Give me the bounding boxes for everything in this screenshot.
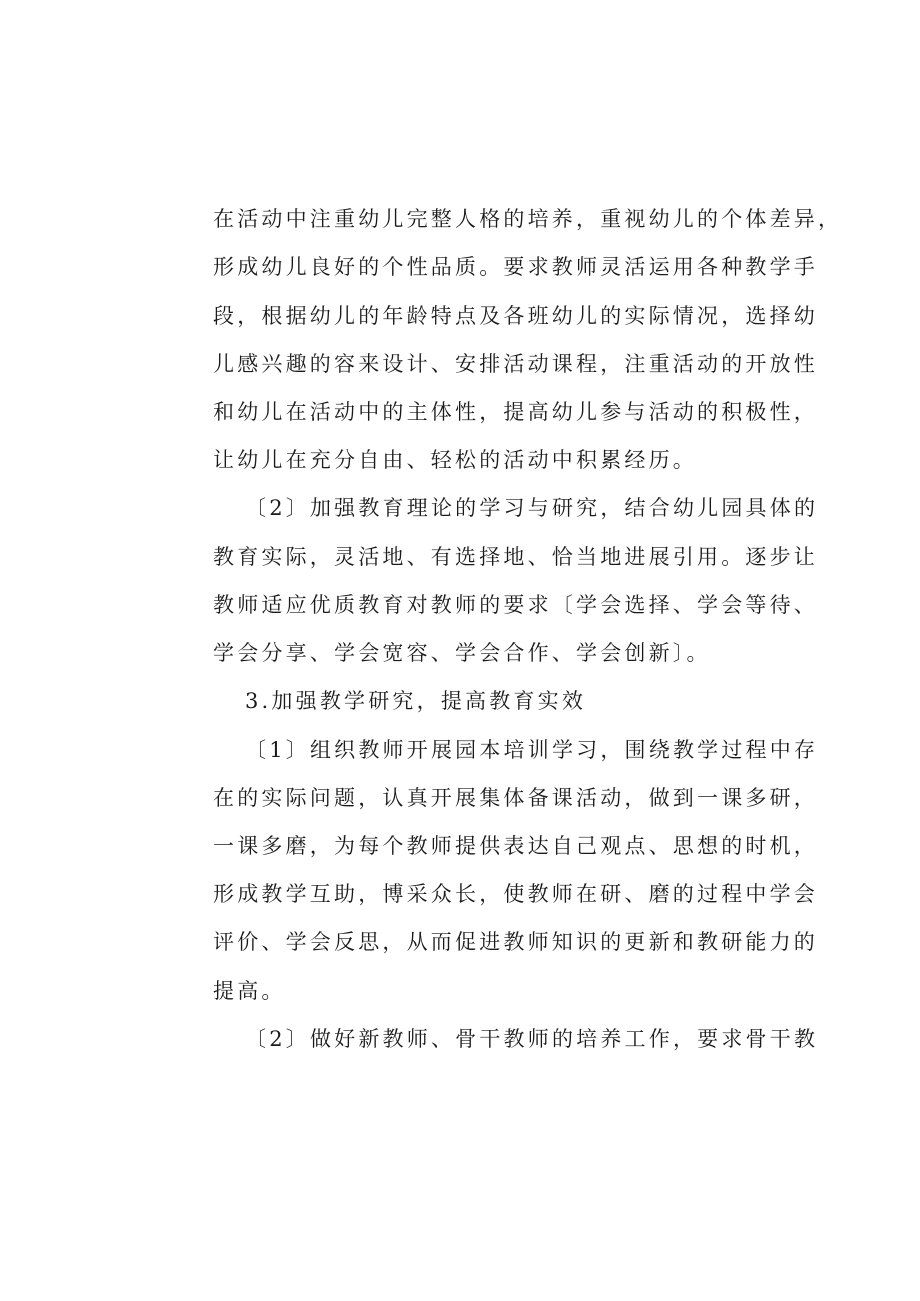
body-text-line: 和幼儿在活动中的主体性，提高幼儿参与活动的积极性， (213, 400, 818, 424)
body-text-line: 儿感兴趣的容来设计、安排活动课程，注重活动的开放性 (213, 352, 818, 376)
paragraph-start-line: 〔2〕做好新教师、骨干教师的培养工作，要求骨干教 (245, 1027, 819, 1051)
body-text-line: 教师适应优质教育对教师的要求〔学会选择、学会等待、 (213, 593, 818, 617)
body-text-line: 一课多磨，为每个教师提供表达自己观点、思想的时机， (213, 834, 818, 858)
body-text-line: 形成教学互助，博采众长，使教师在研、磨的过程中学会 (213, 882, 818, 906)
body-text-line: 评价、学会反思，从而促进教师知识的更新和教研能力的 (213, 930, 818, 954)
body-text-line: 让幼儿在充分自由、轻松的活动中积累经历。 (213, 448, 697, 472)
body-text-line: 段，根据幼儿的年龄特点及各班幼儿的实际情况，选择幼 (213, 304, 818, 328)
body-text-line: 在活动中注重幼儿完整人格的培养，重视幼儿的个体差异， (213, 207, 843, 231)
body-text-line: 学会分享、学会宽容、学会合作、学会创新〕。 (213, 641, 711, 665)
paragraph-start-line: 〔1〕组织教师开展园本培训学习，围绕教学过程中存 (245, 738, 819, 762)
body-text-line: 在的实际问题，认真开展集体备课活动，做到一课多研， (213, 786, 818, 810)
body-text-line: 教育实际，灵活地、有选择地、恰当地进展引用。逐步让 (213, 545, 818, 569)
paragraph-start-line: 〔2〕加强教育理论的学习与研究，结合幼儿园具体的 (245, 496, 819, 520)
body-text-line: 形成幼儿良好的个性品质。要求教师灵活运用各种教学手 (213, 255, 818, 279)
body-text-line: 提高。 (213, 979, 286, 1003)
section-heading: 3.加强教学研究，提高教育实效 (245, 689, 587, 713)
